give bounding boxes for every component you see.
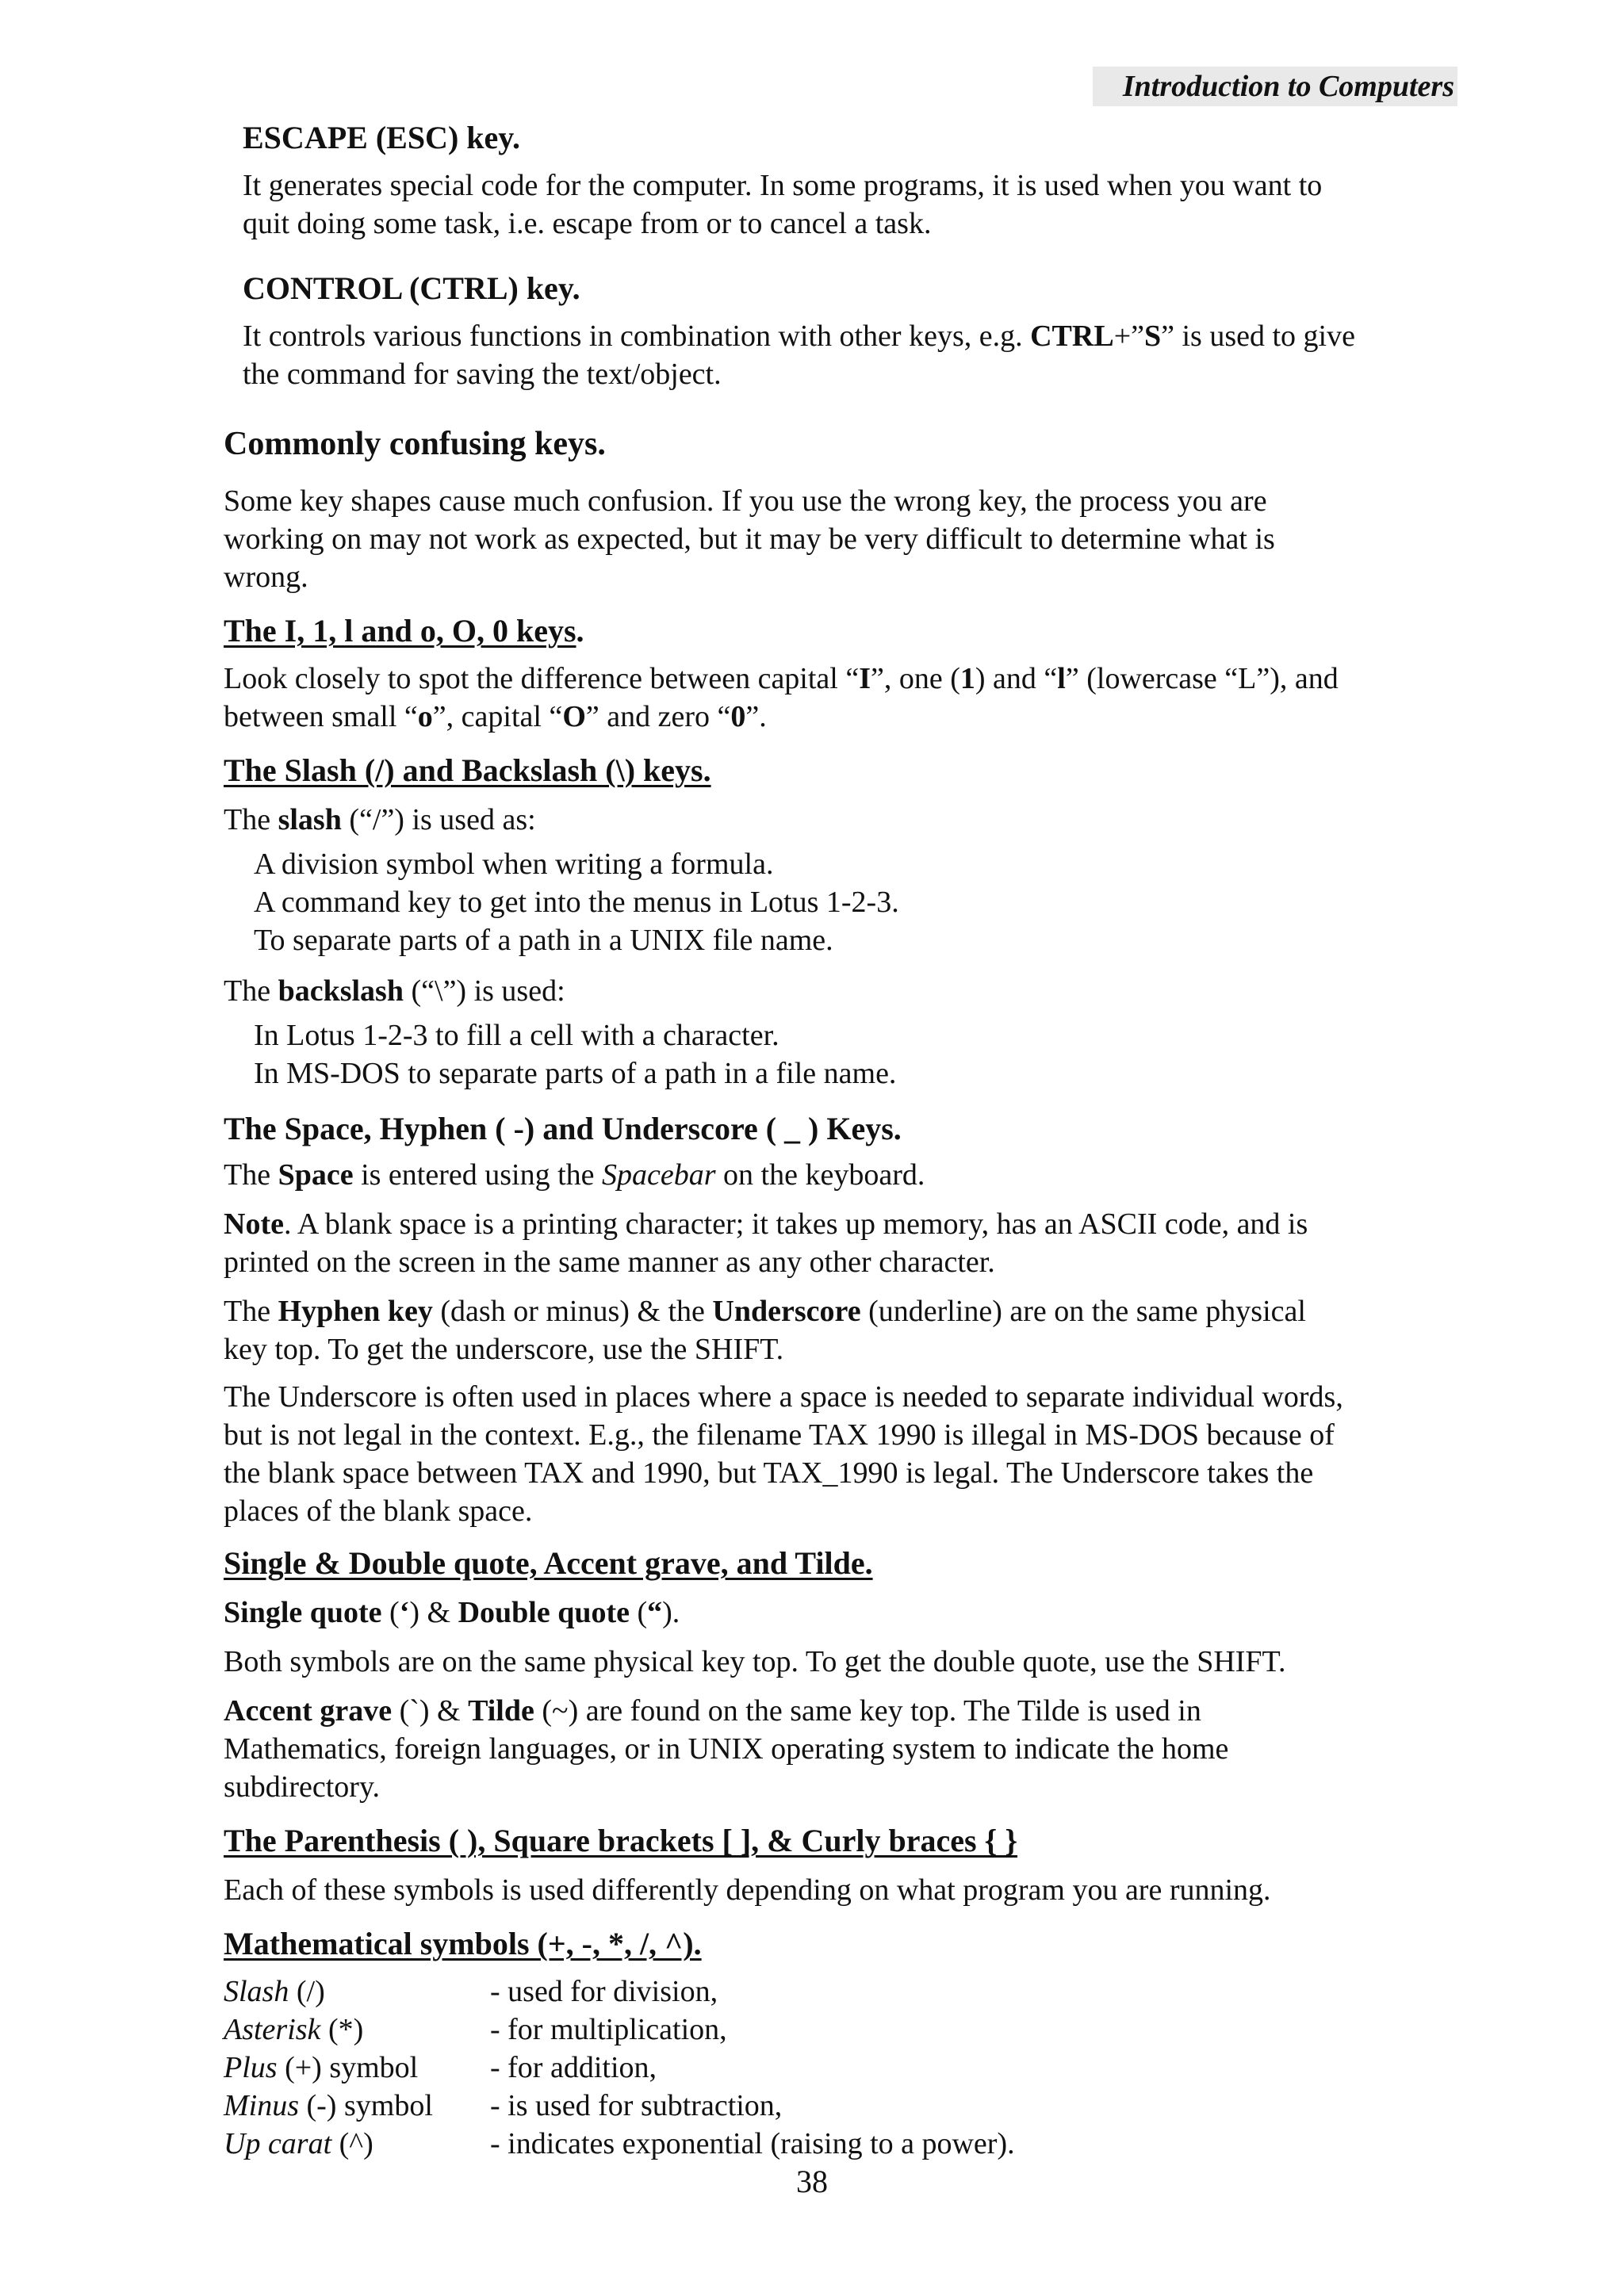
underscore-line-1: The Underscore is often used in places where a space is needed to separate individual words, bbox=[224, 1380, 1343, 1414]
ilo-heading: The I, 1, l and o, O, 0 keys. bbox=[224, 613, 584, 649]
quote-line-1: Single quote (‘) & Double quote (“). bbox=[224, 1596, 680, 1629]
math-symbol-desc: - for multiplication, bbox=[490, 2013, 727, 2046]
esc-heading: ESCAPE (ESC) key. bbox=[243, 120, 521, 155]
quote-line-4: Mathematics, foreign languages, or in UNIX operating system to indicate the home bbox=[224, 1732, 1229, 1766]
paren-heading: The Parenthesis ( ), Square brackets [ ], & Curly braces { } bbox=[224, 1823, 1018, 1858]
backslash-item: In Lotus 1-2-3 to fill a cell with a character. bbox=[254, 1019, 779, 1052]
ctrl-line-2: the command for saving the text/object. bbox=[243, 358, 722, 391]
math-symbol-name: Plus (+) symbol bbox=[224, 2051, 419, 2084]
ilo-line-2: between small “o”, capital “O” and zero “0”. bbox=[224, 700, 767, 733]
slash-item: To separate parts of a path in a UNIX file name. bbox=[254, 924, 833, 957]
math-symbol-name: Asterisk (*) bbox=[224, 2013, 364, 2046]
slash-item: A division symbol when writing a formula. bbox=[254, 848, 774, 881]
ilo-line-1: Look closely to spot the difference between capital “I”, one (1) and “l” (lowercase “L”), and bbox=[224, 662, 1339, 695]
math-symbol-desc: - for addition, bbox=[490, 2051, 657, 2084]
space-heading: The Space, Hyphen ( -) and Underscore ( _ ) Keys. bbox=[224, 1111, 902, 1146]
hyphen-line-2: key top. To get the underscore, use the SHIFT. bbox=[224, 1333, 784, 1366]
slash-item: A command key to get into the menus in Lotus 1-2-3. bbox=[254, 886, 899, 919]
paren-line-1: Each of these symbols is used differently depending on what program you are running. bbox=[224, 1873, 1271, 1907]
math-symbol-desc: - indicates exponential (raising to a power). bbox=[490, 2127, 1015, 2160]
ctrl-line-1: It controls various functions in combination with other keys, e.g. CTRL+”S” is used to give bbox=[243, 320, 1355, 353]
page-number: 38 bbox=[796, 2164, 828, 2199]
underscore-line-4: places of the blank space. bbox=[224, 1494, 533, 1528]
math-symbol-desc: - used for division, bbox=[490, 1975, 718, 2008]
math-symbol-name: Up carat (^) bbox=[224, 2127, 373, 2160]
running-header: Introduction to Computers bbox=[1093, 67, 1457, 106]
space-note-2: printed on the screen in the same manner as any other character. bbox=[224, 1246, 995, 1279]
space-note-1: Note. A blank space is a printing character; it takes up memory, has an ASCII code, and is bbox=[224, 1207, 1308, 1241]
math-symbol-desc: - is used for subtraction, bbox=[490, 2089, 783, 2122]
esc-line-1: It generates special code for the computer. In some programs, it is used when you want to bbox=[243, 169, 1323, 202]
confusing-line-1: Some key shapes cause much confusion. If you use the wrong key, the process you are bbox=[224, 484, 1267, 518]
quote-line-3: Accent grave (`) & Tilde (~) are found on the same key top. The Tilde is used in bbox=[224, 1694, 1201, 1728]
backslash-intro: The backslash (“\”) is used: bbox=[224, 974, 565, 1008]
esc-line-2: quit doing some task, i.e. escape from or to cancel a task. bbox=[243, 207, 932, 240]
quote-line-5: subdirectory. bbox=[224, 1770, 380, 1804]
quote-line-2: Both symbols are on the same physical key top. To get the double quote, use the SHIFT. bbox=[224, 1645, 1286, 1678]
hyphen-line-1: The Hyphen key (dash or minus) & the Underscore (underline) are on the same physical bbox=[224, 1295, 1306, 1328]
confusing-line-3: wrong. bbox=[224, 561, 308, 594]
math-symbol-name: Slash (/) bbox=[224, 1975, 325, 2008]
confusing-line-2: working on may not work as expected, but it may be very difficult to determine what is bbox=[224, 522, 1275, 556]
space-line-1: The Space is entered using the Spacebar on the keyboard. bbox=[224, 1158, 925, 1192]
underscore-line-2: but is not legal in the context. E.g., the filename TAX 1990 is illegal in MS-DOS because of bbox=[224, 1418, 1335, 1452]
quote-heading: Single & Double quote, Accent grave, and Tilde. bbox=[224, 1545, 873, 1581]
math-heading: Mathematical symbols (+, -, *, /, ^). bbox=[224, 1926, 702, 1961]
ctrl-heading: CONTROL (CTRL) key. bbox=[243, 270, 580, 306]
backslash-item: In MS-DOS to separate parts of a path in a file name. bbox=[254, 1057, 897, 1090]
math-symbol-name: Minus (-) symbol bbox=[224, 2089, 433, 2122]
confusing-heading: Commonly confusing keys. bbox=[224, 426, 606, 462]
slash-intro: The slash (“/”) is used as: bbox=[224, 803, 536, 836]
underscore-line-3: the blank space between TAX and 1990, but TAX_1990 is legal. The Underscore takes the bbox=[224, 1456, 1314, 1490]
slash-heading: The Slash (/) and Backslash (\) keys. bbox=[224, 752, 711, 788]
